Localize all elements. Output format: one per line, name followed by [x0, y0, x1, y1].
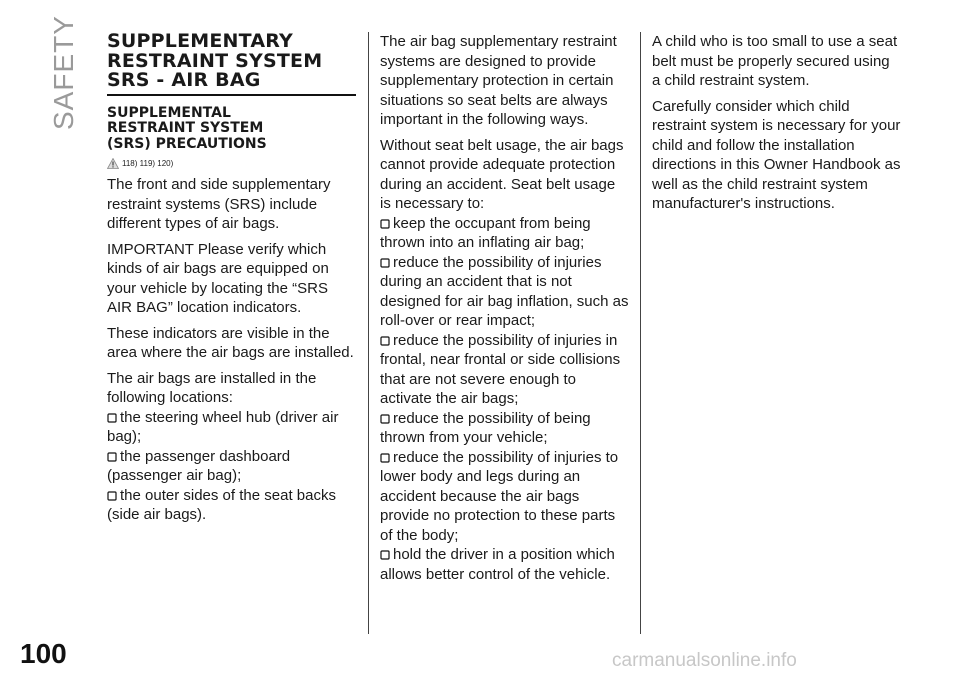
column-3 [652, 32, 902, 220]
section-subtitle [107, 106, 356, 153]
list-item [107, 408, 356, 447]
column-1 [107, 32, 356, 525]
list-item-text: reduce the possibility of being thrown from your vehicle; [380, 409, 591, 446]
list-item-text: reduce the possibility of injuries to lower body and legs during an accident because the air bags provide no protection to these parts of the body; [380, 448, 619, 544]
warning-references [107, 158, 356, 169]
section-side-tab-label: SAFETY [48, 15, 79, 130]
watermark: carmanualsonline.info [612, 650, 797, 671]
list-item-text: the steering wheel hub (driver air bag); [107, 408, 339, 445]
list-item [107, 447, 356, 486]
bullet-box-icon [380, 453, 390, 463]
warning-triangle-icon [107, 158, 119, 169]
bullet-box-icon [380, 414, 390, 424]
paragraph: The air bag supplementary restraint systems are designed to provide supplementary protection in certain situations so seat belts are always important in the following ways. [380, 33, 617, 128]
list-item-text: keep the occupant from being thrown into an inflating air bag; [380, 214, 591, 251]
column-divider [368, 32, 369, 634]
main-title-line: SUPPLEMENTARY [107, 30, 293, 52]
main-title [107, 32, 356, 96]
bullet-box-icon [107, 452, 117, 462]
subtitle-line: SUPPLEMENTAL [107, 104, 231, 121]
column-divider [640, 32, 641, 634]
bullet-box-icon [107, 491, 117, 501]
list-item [380, 331, 630, 409]
list-item-text: the outer sides of the seat backs (side air bags). [107, 486, 336, 523]
bullet-box-icon [380, 336, 390, 346]
paragraph: The air bags are installed in the following locations: [107, 369, 317, 406]
bullet-box-icon [380, 219, 390, 229]
main-title-line: SRS - AIR BAG [107, 69, 261, 91]
section-side-tab [48, 15, 79, 130]
bullet-box-icon [380, 258, 390, 268]
subtitle-line: (SRS) PRECAUTIONS [107, 135, 267, 152]
paragraph: IMPORTANT Please verify which kinds of air bags are equipped on your vehicle by locating the “SRS AIR BAG” location indicators. [107, 240, 329, 316]
subtitle-line: RESTRAINT SYSTEM [107, 120, 264, 136]
list-item-text: the passenger dashboard (passenger air bag); [107, 447, 291, 484]
paragraph: These indicators are visible in the area where the air bags are installed. [107, 324, 354, 361]
list-item [380, 409, 630, 448]
page-number: 100 [20, 638, 67, 669]
list-item [380, 214, 630, 253]
list-item-text: reduce the possibility of injuries during an accident that is not designed for air bag inflation, such as roll-over or rear impact; [380, 253, 629, 329]
list-item-text: hold the driver in a position which allows better control of the vehicle. [380, 546, 615, 583]
paragraph: Carefully consider which child restraint system is necessary for your child and follow the installation directions in this Owner Handbook as well as the child restraint system manufacturer's instructions. [652, 97, 901, 212]
list-item-text: reduce the possibility of injuries in frontal, near frontal or side collisions that are not severe enough to activate the air bags; [380, 331, 621, 407]
column-2 [380, 32, 630, 584]
paragraph: A child who is too small to use a seat belt must be properly secured using a child restraint system. [652, 33, 898, 89]
list-item [380, 448, 630, 546]
list-item [380, 253, 630, 331]
bullet-box-icon [380, 550, 390, 560]
list-item [380, 545, 630, 584]
paragraph: Without seat belt usage, the air bags cannot provide adequate protection during an accident. Seat belt usage is necessary to: [380, 136, 624, 212]
warning-reference-numbers: 118) 119) 120) [122, 158, 174, 168]
list-item [107, 486, 356, 525]
bullet-box-icon [107, 413, 117, 423]
main-title-line: RESTRAINT SYSTEM [107, 49, 323, 72]
paragraph: The front and side supplementary restraint systems (SRS) include different types of air bags. [107, 176, 331, 232]
